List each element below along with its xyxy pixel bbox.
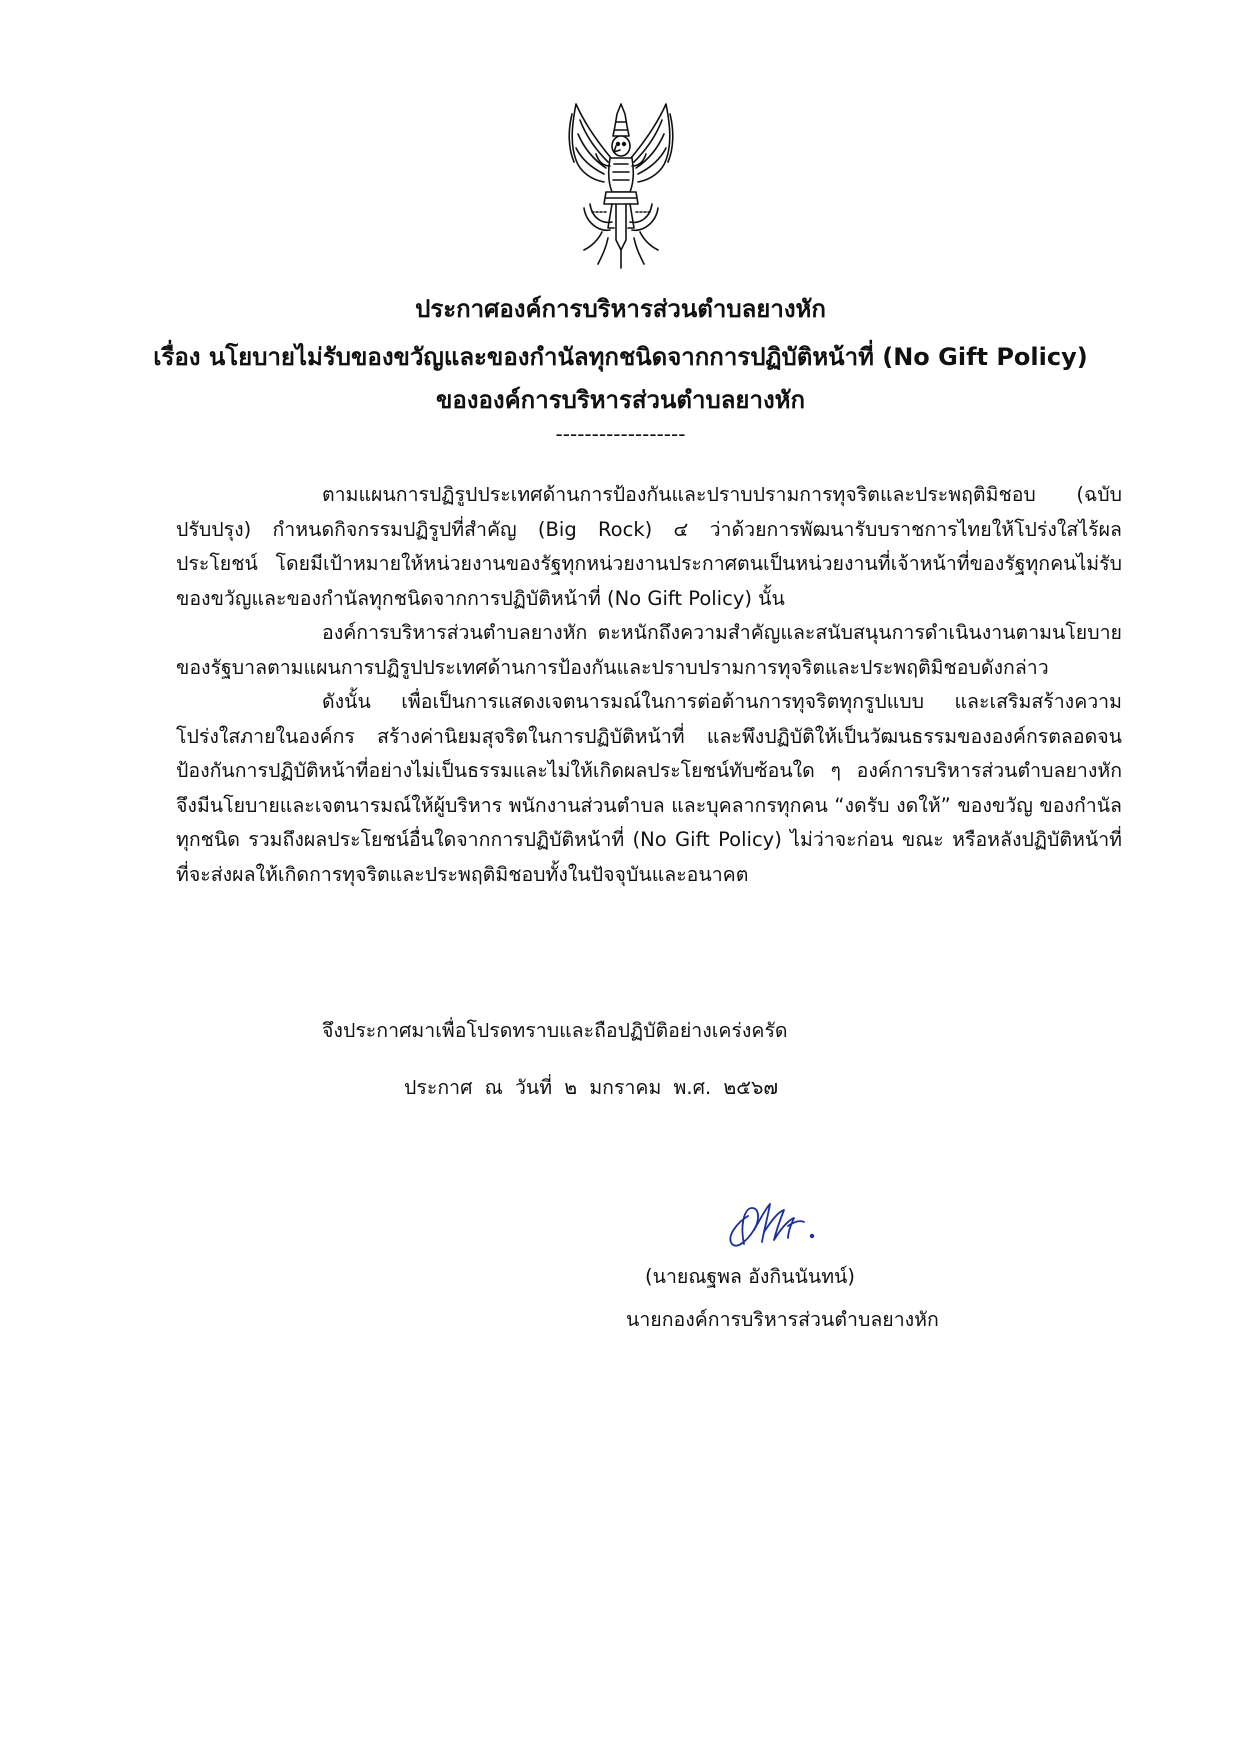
handwritten-signature <box>718 1186 838 1256</box>
issuer-line: ขององค์การบริหารส่วนตำบลยางหัก <box>435 386 806 414</box>
announcement-title: ประกาศองค์การบริหารส่วนตำบลยางหัก <box>415 295 826 323</box>
signatory-position: นายกองค์การบริหารส่วนตำบลยางหัก <box>626 1308 939 1331</box>
signatory-name: (นายณฐพล อังกินนันทน์) <box>645 1265 855 1288</box>
closing-statement: จึงประกาศมาเพื่อโปรดทราบและถือปฏิบัติอย่างเคร่งครัด <box>322 1019 788 1042</box>
paragraph-2: องค์การบริหารส่วนตำบลยางหัก ตะหนักถึงความสำคัญและสนับสนุนการดำเนินงานตามนโยบายของรัฐบาลตามแผนการปฏิรูปประเทศด้านการป้องกันและปราบปรามการทุจริตและประพฤติมิชอบดังกล่าว <box>176 621 1122 679</box>
announcement-date: ประกาศ ณ วันที่ ๒ มกราคม พ.ศ. ๒๕๖๗ <box>404 1076 778 1099</box>
garuda-emblem-icon <box>562 100 680 270</box>
title-separator: ------------------ <box>555 422 686 446</box>
paragraph-3: ดังนั้น เพื่อเป็นการแสดงเจตนารมณ์ในการต่อต้านการทุจริตทุกรูปแบบ และเสริมสร้างความโปร่งใสภายในองค์กร สร้างค่านิยมสุจริตในการปฏิบัติหน้าที่ และพึงปฏิบัติให้เป็นวัฒนธรรมขององค์กรตลอดจนป้องกันการปฏิบัติหน้าที่อย่างไม่เป็นธรรมและไม่ให้เกิดผลประโยชน์ทับซ้อนใด ๆ องค์การบริหารส่วนตำบลยางหักจึงมีนโยบายและเจตนารมณ์ให้ผู้บริหาร พนักงานส่วนตำบล และบุคลากรทุกคน “งดรับ งดให้” ของขวัญ ของกำนัลทุกชนิด รวมถึงผลประโยชน์อื่นใดจากการปฏิบัติหน้าที่ (No Gift Policy) ไม่ว่าจะก่อน ขณะ หรือหลังปฏิบัติหน้าที่ ที่จะส่งผลให้เกิดการทุจริตและประพฤติมิชอบทั้งในปัจจุบันและอนาคต <box>176 690 1122 886</box>
subject-line: เรื่อง นโยบายไม่รับของขวัญและของกำนัลทุกชนิดจากการปฏิบัติหน้าที่ (No Gift Policy) <box>153 343 1088 371</box>
announcement-body <box>176 478 1122 892</box>
paragraph-1: ตามแผนการปฏิรูปประเทศด้านการป้องกันและปราบปรามการทุจริตและประพฤติมิชอบ (ฉบับปรับปรุง) กำหนดกิจกรรมปฏิรูปที่สำคัญ (Big Rock) ๔ ว่าด้วยการพัฒนารับบราชการไทยให้โปร่งใสไร้ผลประโยชน์ โดยมีเป้าหมายให้หน่วยงานของรัฐทุกหน่วยงานประกาศตนเป็นหน่วยงานที่เจ้าหน้าที่ของรัฐทุกคนไม่รับของขวัญและของกำนัลทุกชนิดจากการปฏิบัติหน้าที่ (No Gift Policy) นั้น <box>176 483 1122 610</box>
